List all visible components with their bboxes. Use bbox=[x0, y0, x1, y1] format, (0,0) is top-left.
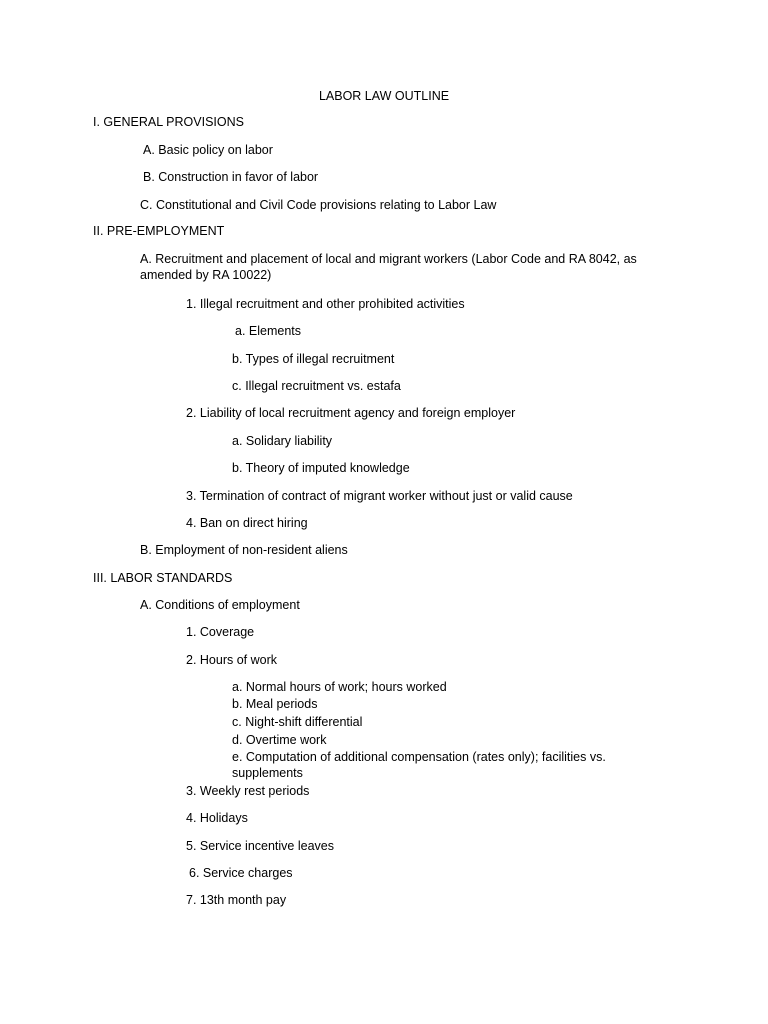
outline-item: 2. Hours of work bbox=[186, 653, 278, 667]
outline-item: a. Solidary liability bbox=[232, 434, 333, 448]
outline-item: 1. Coverage bbox=[186, 625, 255, 639]
outline-item: 6. Service charges bbox=[189, 866, 293, 880]
outline-item: 2. Liability of local recruitment agency and foreign employer bbox=[186, 406, 516, 420]
outline-item: 3. Termination of contract of migrant worker without just or valid cause bbox=[186, 489, 573, 503]
outline-item: B. Construction in favor of labor bbox=[143, 170, 319, 184]
outline-item: A. Conditions of employment bbox=[140, 598, 300, 612]
outline-item: A. Basic policy on labor bbox=[143, 143, 273, 157]
outline-item: 4. Ban on direct hiring bbox=[186, 516, 308, 530]
outline-item: 4. Holidays bbox=[186, 811, 248, 825]
outline-item: c. Illegal recruitment vs. estafa bbox=[232, 379, 401, 393]
outline-item: C. Constitutional and Civil Code provisions relating to Labor Law bbox=[140, 198, 497, 212]
outline-item: a. Normal hours of work; hours worked bbox=[232, 680, 447, 694]
outline-item: A. Recruitment and placement of local and migrant workers (Labor Code and RA 8042, as amended by RA 10022) bbox=[140, 252, 637, 282]
outline-item: b. Theory of imputed knowledge bbox=[232, 461, 410, 475]
outline-item: 1. Illegal recruitment and other prohibited activities bbox=[186, 297, 465, 311]
outline-item: d. Overtime work bbox=[232, 733, 327, 747]
outline-item: 5. Service incentive leaves bbox=[186, 839, 334, 853]
outline-item: c. Night-shift differential bbox=[232, 715, 363, 729]
outline-item: 3. Weekly rest periods bbox=[186, 784, 310, 798]
outline-item: a. Elements bbox=[235, 324, 302, 338]
document-title: LABOR LAW OUTLINE bbox=[318, 89, 450, 103]
section-heading-pre-employment: II. PRE-EMPLOYMENT bbox=[93, 224, 225, 238]
section-heading-general-provisions: I. GENERAL PROVISIONS bbox=[93, 115, 244, 129]
section-heading-labor-standards: III. LABOR STANDARDS bbox=[93, 571, 233, 585]
outline-item: b. Types of illegal recruitment bbox=[232, 352, 395, 366]
outline-item: 7. 13th month pay bbox=[186, 893, 287, 907]
outline-item: e. Computation of additional compensation (rates only); facilities vs. supplements bbox=[232, 750, 606, 780]
outline-item: b. Meal periods bbox=[232, 697, 318, 711]
outline-item: B. Employment of non-resident aliens bbox=[140, 543, 348, 557]
